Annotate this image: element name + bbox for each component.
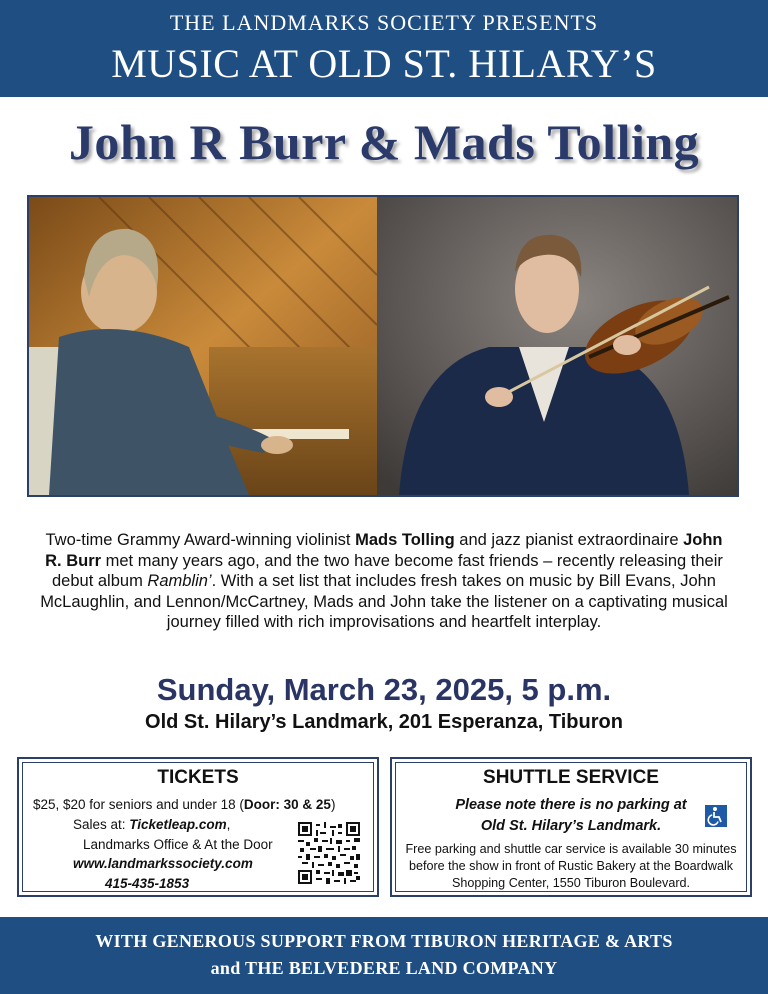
- sales-info: Sales at: Ticketleap.com,: [73, 817, 231, 832]
- sponsor-line-1: WITH GENEROUS SUPPORT FROM TIBURON HERITAGE & ARTS: [95, 931, 673, 951]
- shuttle-box: [390, 757, 752, 897]
- top-banner: [0, 0, 768, 97]
- parking-note-venue: Old St. Hilary’s Landmark.: [480, 818, 662, 834]
- performers-photo: [27, 195, 739, 497]
- tickets-title: TICKETS: [157, 767, 239, 788]
- pianist-name: John R. Burr: [45, 531, 723, 570]
- description-text: met many years ago, and the two have become fast friends – recently releasing their debut album: [52, 551, 723, 590]
- tickets-box: [17, 757, 379, 897]
- ticket-prices: $25, $20 for seniors and under 18 (Door: 30 & 25): [33, 797, 336, 812]
- pianist-photo: [29, 197, 377, 495]
- website-link[interactable]: www.landmarkssociety.com: [73, 856, 253, 871]
- description-text: . With a set list that includes fresh takes on music by Bill Evans, John McLaughlin, and Lennon/McCartney, Mads and John take the listener on a captivating musical journey filled with rich improvisations and heartfelt interplay.: [40, 572, 728, 631]
- door-prices: Door: 30 & 25: [243, 797, 331, 812]
- sponsor-line-2: and THE BELVEDERE LAND COMPANY: [210, 958, 558, 978]
- artists-title: John R Burr & Mads Tolling: [68, 114, 700, 170]
- sponsor-banner: [0, 917, 768, 994]
- album-name: Ramblin’: [147, 572, 212, 590]
- phone-number: 415-435-1853: [105, 876, 190, 891]
- parking-note: Please note there is no parking at: [455, 797, 687, 813]
- event-venue: Old St. Hilary’s Landmark, 201 Esperanza, Tiburon: [145, 711, 623, 733]
- wheelchair-icon: [705, 805, 727, 827]
- qr-code-icon: [298, 822, 360, 884]
- event-description: [40, 530, 728, 633]
- description-text: Two-time Grammy Award-winning violinist: [45, 531, 356, 549]
- presenter-line: THE LANDMARKS SOCIETY PRESENTS: [169, 10, 599, 35]
- shuttle-details: Free parking and shuttle car service is available 30 minutes before the show in front of Rustic Bakery at the Boardwalk Shopping Center, 1550 Tiburon Boulevard.: [405, 842, 737, 890]
- violinist-photo: [377, 197, 737, 495]
- sales-other: Landmarks Office & At the Door: [83, 837, 273, 852]
- violinist-name: Mads Tolling: [355, 531, 455, 549]
- shuttle-title: SHUTTLE SERVICE: [483, 767, 659, 788]
- series-title: MUSIC AT OLD ST. HILARY’S: [111, 41, 657, 86]
- description-text: and jazz pianist extraordinaire: [454, 531, 684, 549]
- event-date-time: Sunday, March 23, 2025, 5 p.m.: [156, 672, 612, 707]
- ticket-site-link[interactable]: Ticketleap.com: [129, 817, 227, 832]
